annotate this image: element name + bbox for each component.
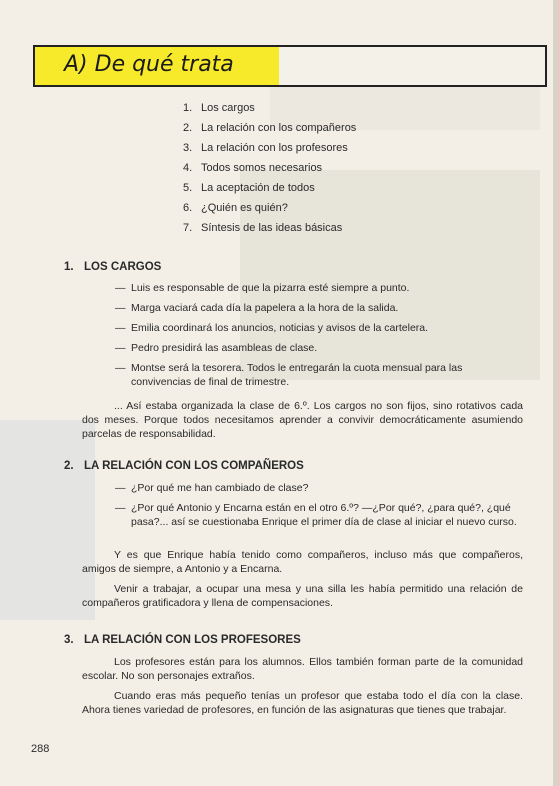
section-title: LA RELACIÓN CON LOS COMPAÑEROS [84,460,304,472]
contents-item [183,158,356,178]
dash-item: — Marga vaciará cada día la papelera a la hora de la salida. [115,301,523,315]
contents-label: ¿Quién es quién? [201,202,288,214]
contents-number: 6. [183,202,193,214]
contents-item [183,118,356,138]
contents-label: La relación con los compañeros [201,122,357,134]
section-number: 3. [64,634,74,646]
section-number: 1. [64,261,74,273]
dash-item: — Luis es responsable de que la pizarra esté siempre a punto. [115,281,523,295]
paragraph: Los profesores están para los alumnos. Ellos también forman parte de la comunidad escolar. No son personajes extraños. [82,656,523,682]
page-edge [553,0,559,786]
contents-item [183,198,356,218]
contents-number: 3. [183,142,193,154]
contents-label: La relación con los profesores [201,142,348,154]
dash-item: — Emilia coordinará los anuncios, noticias y avisos de la cartelera. [115,321,523,335]
dash-item-text: Marga vaciará cada día la papelera a la hora de la salida. [131,302,399,314]
page-number: 288 [31,743,50,755]
contents-label: La aceptación de todos [201,182,315,194]
section-title: LA RELACIÓN CON LOS PROFESORES [84,634,301,646]
dash-item-text: ¿Por qué Antonio y Encarna están en el otro 6.º? —¿Por qué?, ¿para qué?, ¿qué pasa?... así se cuestionaba Enrique el primer día de clase al iniciar el nuevo curso. [131,502,517,528]
section-number: 2. [64,460,74,472]
paragraph: ... Así estaba organizada la clase de 6.º. Los cargos no son fijos, sino rotativos cada dos meses. Porque todos necesitamos aprender a convivir democráticamente asumiendo parcelas de responsabilidad. [82,400,523,440]
paragraph: Y es que Enrique había tenido como compañeros, incluso más que compañeros, amigos de siempre, a Antonio y a Encarna. [82,549,523,575]
section-title: LOS CARGOS [84,261,162,273]
dash-item-text: ¿Por qué me han cambiado de clase? [131,482,309,494]
paragraph: Venir a trabajar, a ocupar una mesa y una silla les había permitido una relación de compañeros gratificadora y llena de compensaciones. [82,583,523,609]
dash-item: — Montse será la tesorera. Todos le entregarán la cuota mensual para las convivencias de final de trimestre. [115,361,523,389]
contents-number: 1. [183,102,193,114]
dash-item-text: Emilia coordinará los anuncios, noticias y avisos de la cartelera. [131,322,429,334]
contents-number: 5. [183,182,193,194]
contents-number: 4. [183,162,193,174]
contents-number: 7. [183,222,193,234]
contents-item [183,138,356,158]
dash-item-text: Montse será la tesorera. Todos le entregarán la cuota mensual para las convivencias de final de trimestre. [131,362,463,388]
dash-item-text: Pedro presidirá las asambleas de clase. [131,342,318,354]
section-heading-profesores [64,634,301,646]
dash-item: — ¿Por qué Antonio y Encarna están en el otro 6.º? —¿Por qué?, ¿para qué?, ¿qué pasa?... así se cuestionaba Enrique el primer día de clase al iniciar el nuevo curso. [115,501,523,529]
contents-list [183,98,356,238]
dash-item: — Pedro presidirá las asambleas de clase. [115,341,523,355]
paragraph: Cuando eras más pequeño tenías un profesor que estaba todo el día con la clase. Ahora tienes variedad de profesores, en función de las asignaturas que tienes que trabajar. [82,690,523,716]
section-header [33,45,547,87]
dash-item-text: Luis es responsable de que la pizarra esté siempre a punto. [131,282,410,294]
page-title: A) De qué trata [64,52,234,77]
contents-item [183,178,356,198]
contents-label: Los cargos [201,102,255,114]
contents-item [183,218,356,238]
bleed-through-box [0,420,95,620]
contents-label: Todos somos necesarios [201,162,323,174]
contents-item [183,98,356,118]
dash-item: — ¿Por qué me han cambiado de clase? [115,481,523,495]
section-heading-cargos [64,261,161,273]
section-heading-companeros [64,460,304,472]
contents-label: Síntesis de las ideas básicas [201,222,343,234]
contents-number: 2. [183,122,193,134]
